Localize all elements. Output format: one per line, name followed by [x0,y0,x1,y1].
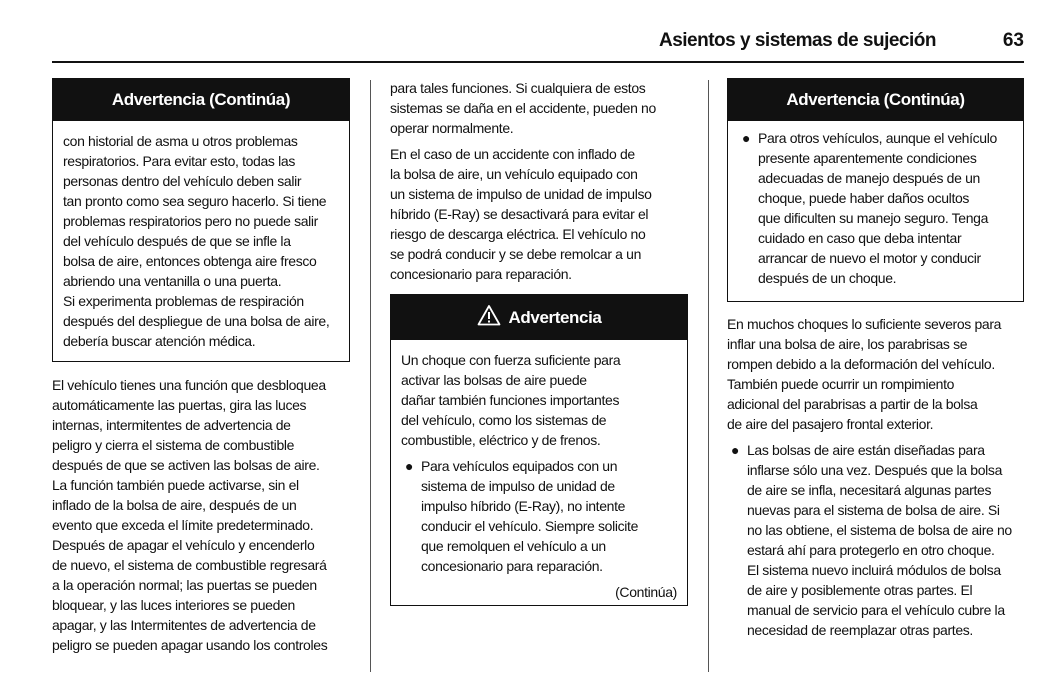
text-line: arrancar de nuevo el motor y conducir [758,250,981,266]
bullet-icon: ● [405,458,414,474]
text-line: bolsa de aire, entonces obtenga aire fresco [63,253,317,269]
warning-text [391,340,687,610]
text-line: automáticamente las puertas, gira las luces [52,397,307,413]
text-line: Después de apagar el vehículo y encenderlo [52,537,315,553]
text-line: del vehículo después de que se infle la [63,233,291,249]
header-rule [52,61,1024,63]
text-line: cuidado en caso que deba intentar [758,230,962,246]
text-line: Para otros vehículos, aunque el vehículo [758,130,997,146]
warning-header [391,295,687,340]
text-line: El sistema nuevo incluirá módulos de bolsa [747,562,1001,578]
text-line: apagar, y las Intermitentes de advertencia de [52,617,316,633]
warning-title: Advertencia [508,307,602,327]
text-line: sistema de impulso de unidad de [421,478,615,494]
text-line: impulso híbrido (E-Ray), no intente [421,498,626,514]
text-line: de aire y posiblemente otras partes. El [747,582,973,598]
text-line: que dificulten su manejo seguro. Tenga [758,210,989,226]
text-line: híbrido (E-Ray) se desactivará para evitar el [390,206,649,222]
text-line: con historial de asma u otros problemas [63,133,298,149]
text-line: La función también puede activarse, sin el [52,477,299,493]
text-line: operar normalmente. [390,120,514,136]
section-title: Asientos y sistemas de sujeción [658,30,936,51]
text-line: después de un choque. [758,270,897,286]
warning-box [390,294,688,606]
text-line: estará ahí para protegerlo en otro choque. [747,542,995,558]
text-line: riesgo de descarga eléctrica. El vehículo no [390,226,646,242]
text-line: conducir el vehículo. Siempre solicite [421,518,639,534]
text-line: tan pronto como sea seguro hacerlo. Si tiene [63,193,327,209]
warning-header [728,79,1023,121]
text-line: concesionario para reparación. [390,266,572,282]
text-line: concesionario para reparación. [421,558,603,574]
warning-paragraph [401,350,677,450]
body-paragraph [390,144,688,284]
body-paragraph [727,314,1024,434]
text-line: choque, puede haber daños ocultos [758,190,970,206]
text-line: inflar una bolsa de aire, los parabrisas se [727,336,968,352]
bullet-icon: ● [742,130,751,146]
text-line: después de que se activen las bolsas de aire. [52,457,320,473]
warning-header [53,79,349,121]
column-divider [370,80,371,672]
bullet-icon: ● [731,442,740,458]
warning-text [53,121,349,359]
text-line: combustible, eléctrico y de frenos. [401,432,601,448]
body-paragraph [52,375,350,655]
warning-text [728,121,1023,296]
text-line: peligro se pueden apagar usando los controles [52,637,328,653]
text-line: En el caso de un accidente con inflado de [390,146,635,162]
text-line: a la operación normal; las puertas se pueden [52,577,317,593]
text-line: después del despliegue de una bolsa de aire, [63,313,330,329]
column-divider [708,80,709,672]
text-line: la bolsa de aire, un vehículo equipado con [390,166,638,182]
text-line: internas, intermitentes de advertencia de [52,417,291,433]
text-line: sistemas se daña en el accidente, pueden no [390,100,656,116]
text-line: Si experimenta problemas de respiración [63,293,304,309]
warning-title: Advertencia (Continúa) [111,90,291,109]
text-line: peligro y cierra el sistema de combustible [52,437,295,453]
text-line: de aire del pasajero frontal exterior. [727,416,934,432]
text-line: En muchos choques lo suficiente severos para [727,316,1002,332]
warning-triangle-icon [477,304,501,331]
text-line: problemas respiratorios pero no puede salir [63,213,318,229]
warning-box [727,78,1024,302]
warning-box [52,78,350,362]
bullet-text [747,440,1024,640]
column-3 [727,78,1024,640]
page-number: 63 [1002,30,1024,51]
text-line: que remolquen el vehículo a un [421,538,606,554]
text-line: dañar también funciones importantes [401,392,620,408]
text-line: de aire se infla, necesitará algunas partes [747,482,992,498]
bullet-item [401,456,677,576]
text-line: nuevas para el sistema de bolsa de aire. Si [747,502,1000,518]
text-line: presente aparentemente condiciones [758,150,977,166]
text-line: un sistema de impulso de unidad de impulso [390,186,652,202]
text-line: respiratorios. Para evitar esto, todas las [63,153,295,169]
column-2 [390,78,688,606]
text-line: del vehículo, como los sistemas de [401,412,607,428]
bullet-text [758,128,1013,288]
text-line: necesidad de reemplazar otras partes. [747,622,973,638]
bullet-item [738,128,1013,288]
text-line: El vehículo tienes una función que desbloquea [52,377,326,393]
text-line: inflarse sólo una vez. Después que la bolsa [747,462,1003,478]
continued-label: (Continúa) [615,584,677,600]
text-line: rompen debido a la deformación del vehículo. [727,356,995,372]
text-line: Las bolsas de aire están diseñadas para [747,442,985,458]
column-1 [52,78,350,655]
text-line: inflado de la bolsa de aire, después de un [52,497,297,513]
text-line: para tales funciones. Si cualquiera de estos [390,80,646,96]
text-line: manual de servicio para el vehículo cubre la [747,602,1005,618]
text-line: activar las bolsas de aire puede [401,372,587,388]
text-line: Para vehículos equipados con un [421,458,618,474]
body-paragraph [390,78,688,138]
bullet-text [421,456,677,576]
bullet-item [727,440,1024,640]
text-line: Un choque con fuerza suficiente para [401,352,621,368]
warning-title: Advertencia (Continúa) [786,90,965,109]
text-line: bloquear, y las luces interiores se pueden [52,597,295,613]
text-line: También puede ocurrir un rompimiento [727,376,955,392]
text-line: adecuadas de manejo después de un [758,170,980,186]
text-line: personas dentro del vehículo deben salir [63,173,302,189]
text-line: adicional del parabrisas a partir de la bolsa [727,396,978,412]
text-line: abriendo una ventanilla o una puerta. [63,273,282,289]
text-line: debería buscar atención médica. [63,333,256,349]
text-line: se podrá conducir y se debe remolcar a un [390,246,642,262]
text-line: de nuevo, el sistema de combustible regresará [52,557,327,573]
text-line: no las obtiene, el sistema de bolsa de aire no [747,522,1012,538]
text-line: evento que exceda el límite predeterminado. [52,517,314,533]
